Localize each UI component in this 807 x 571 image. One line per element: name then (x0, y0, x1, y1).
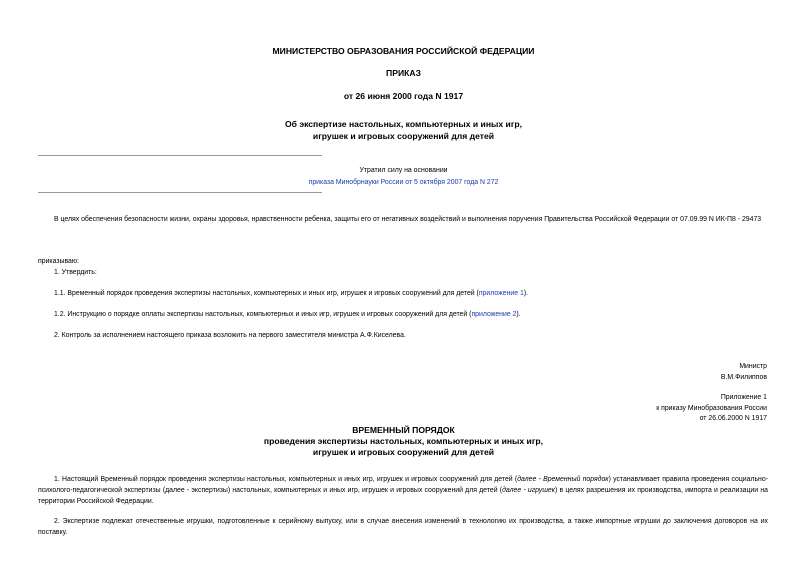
appendix-ref-line1: Приложение 1 (720, 394, 767, 401)
signature-block (721, 362, 767, 383)
p1-part-b: далее - Временный порядок (517, 476, 609, 483)
divider-bottom (38, 192, 322, 193)
ministry-heading: МИНИСТЕРСТВО ОБРАЗОВАНИЯ РОССИЙСКОЙ ФЕДЕРАЦИИ (272, 46, 535, 56)
p1-part-c: ) устанавливает правила проведения социально-психолого-педагогической экспертизы (далее - экспертизы) настольных, компьютерных и иных игр, игрушек и игровых сооружений для детей ( (38, 476, 768, 494)
item-1-1-text: 1.1. Временный порядок проведения экспертизы настольных, компьютерных и иных игр, игрушек и игровых сооружений для детей ( (54, 290, 479, 297)
appendix-paragraph-1 (38, 475, 768, 507)
doc-date: от 26 июня 2000 года N 1917 (343, 91, 464, 101)
p1-part-e: ) в целях разрешения их производства, импорта и реализации на территории Российской Федерации. (38, 486, 768, 505)
appendix-paragraph-2: 2. Экспертизе подлежат отечественные игрушки, подготовленные к серийному выпуску, или в случае внесения изменений в технологию их производства, а также импортные игрушки до заключения договоров на их поставку. (38, 518, 768, 536)
appendix-subtitle2: игрушек и игровых сооружений для детей (312, 447, 495, 457)
item-1-1-end: ). (523, 290, 529, 297)
appendix-title: ВРЕМЕННЫЙ ПОРЯДОК (352, 425, 455, 435)
doc-title-line1: Об экспертизе настольных, компьютерных и иных игр, (284, 119, 523, 129)
item-1-2-end: ). (516, 311, 521, 318)
repeal-notice-link[interactable]: приказа Минобрнауки России от 5 октября 2007 года N 272 (308, 179, 499, 186)
appendix-ref-line2: к приказу Минобразования России (656, 404, 767, 412)
appendix-ref-line3: от 26.06.2000 N 1917 (699, 415, 767, 423)
orders-word: приказываю: (38, 258, 79, 265)
appendix-1-link[interactable]: приложение 1 (478, 290, 524, 297)
preamble-paragraph: В целях обеспечения безопасности жизни, охраны здоровья, нравственности ребенка, защиты его от негативных воздействий и выполнения поручения Правительства Российской Федерации от 07.09.99 N ИК-П8 - 29473 (54, 216, 762, 223)
repeal-notice-text: Утратил силу на основании (359, 167, 448, 174)
item-1: 1. Утвердить: (54, 269, 97, 276)
p1-part-d: далее - игрушек (502, 486, 556, 494)
appendix-subtitle1: проведения экспертизы настольных, компьютерных и иных игр, (263, 436, 544, 446)
signature-position: Министр (739, 363, 767, 370)
signature-name: В.М.Филиппов (720, 373, 767, 381)
doc-type-heading: ПРИКАЗ (386, 68, 421, 78)
item-1-2-text: 1.2. Инструкцию о порядке оплаты экспертизы настольных, компьютерных и иных игр, игрушек и игровых сооружений для детей ( (54, 311, 472, 318)
item-1-2 (54, 310, 521, 320)
appendix-reference (656, 393, 767, 425)
item-2: 2. Контроль за исполнением настоящего приказа возложить на первого заместителя министра А.Ф.Киселева. (54, 332, 406, 339)
p1-part-a: 1. Настоящий Временный порядок проведения экспертизы настольных, компьютерных и иных игр, игрушек и игровых сооружений для детей ( (54, 476, 518, 483)
divider-top (38, 155, 322, 156)
doc-title-line2: игрушек и игровых сооружений для детей (312, 131, 495, 141)
appendix-2-link[interactable]: приложение 2 (471, 311, 517, 318)
item-1-1 (54, 289, 528, 299)
